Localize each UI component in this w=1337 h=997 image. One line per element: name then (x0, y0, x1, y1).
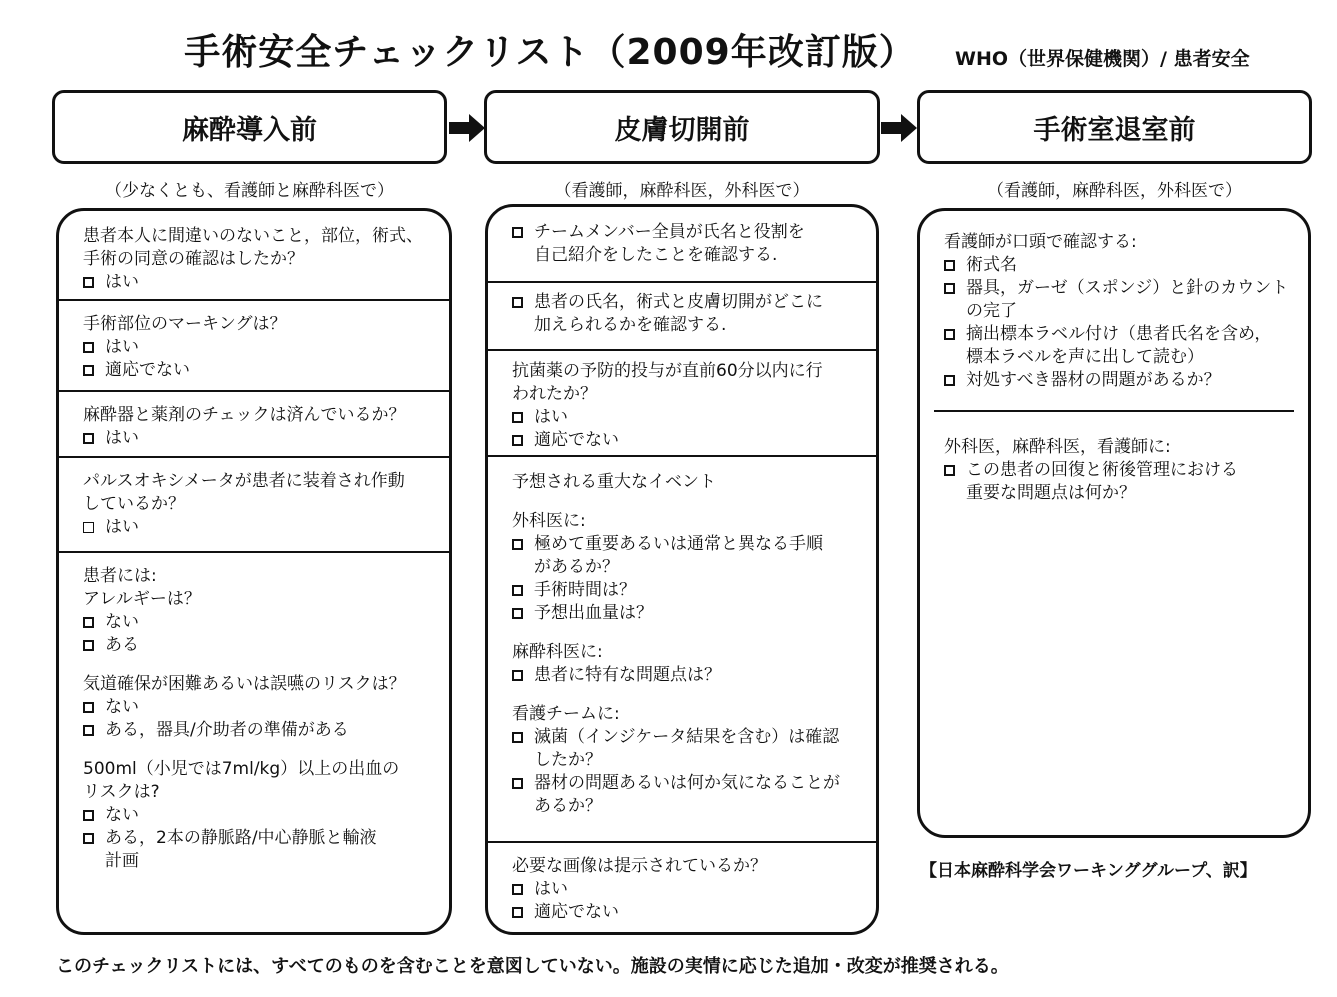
section-patient-confirmation (488, 281, 876, 349)
checkbox-icon[interactable] (512, 297, 523, 308)
checkbox-option[interactable]: 予想出血量は？ (512, 602, 850, 625)
checkbox-option[interactable]: はい (83, 336, 423, 359)
checkbox-icon[interactable] (83, 810, 94, 821)
section-patient-risks (59, 551, 449, 873)
checkbox-icon[interactable] (83, 702, 94, 713)
checkbox-option[interactable]: 器具，ガーゼ（スポンジ）と針のカウント の完了 (944, 277, 1282, 323)
section-recovery-concerns (920, 412, 1308, 505)
checkbox-icon[interactable] (512, 907, 523, 918)
checkbox-option[interactable]: ある (83, 634, 423, 657)
checkbox-icon[interactable] (512, 608, 523, 619)
question-text: 抗菌薬の予防的投与が直前60分以内に行 (512, 361, 823, 381)
organization-label: WHO（世界保健機関）/ 患者安全 (955, 48, 1250, 70)
question-text: 麻酔器と薬剤のチェックは済んでいるか？ (83, 405, 406, 425)
checkbox-option[interactable]: ある，器具/介助者の準備がある (83, 719, 423, 742)
checkbox-option[interactable]: 手術時間は？ (512, 579, 850, 602)
checkbox-option[interactable]: はい (512, 878, 850, 901)
checkbox-option[interactable]: 適応でない (83, 359, 423, 382)
section-heading: 予想される重大なイベント (512, 472, 716, 492)
section-nurse-verbal-confirmation (920, 211, 1308, 392)
checkbox-icon[interactable] (83, 365, 94, 376)
question-text: パルスオキシメータが患者に装着され作動 (83, 471, 405, 491)
checkbox-icon[interactable] (512, 732, 523, 743)
checkbox-icon[interactable] (944, 375, 955, 386)
question-text: 手術部位のマーキングは？ (83, 314, 287, 334)
question-text: 外科医に: (512, 511, 586, 531)
checkbox-icon[interactable] (83, 640, 94, 651)
question-text: 患者には: (83, 566, 157, 586)
checkbox-option[interactable]: ない (83, 611, 423, 634)
checkbox-option[interactable]: 患者に特有な問題点は？ (512, 664, 850, 687)
checkbox-option[interactable]: ある，2本の静脈路/中心静脈と輸液 計画 (83, 827, 423, 873)
checkbox-option[interactable]: チームメンバー全員が氏名と役割を 自己紹介をしたことを確認する. (512, 221, 850, 267)
arrow-right-icon (449, 114, 485, 142)
checkbox-option[interactable]: 適応でない (512, 901, 850, 924)
checkbox-icon[interactable] (512, 412, 523, 423)
question-text: リスクは? (83, 782, 160, 802)
checkbox-option[interactable]: ない (83, 696, 423, 719)
question-text: 手術の同意の確認はしたか？ (83, 249, 304, 269)
question-text: われたか？ (512, 384, 597, 404)
page-title: 手術安全チェックリスト（2009年改訂版） (184, 32, 916, 73)
checkbox-icon[interactable] (512, 227, 523, 238)
checkbox-option[interactable]: はい (83, 271, 423, 294)
checkbox-icon[interactable] (944, 260, 955, 271)
section-anesthesia-check (59, 390, 449, 456)
checkbox-option[interactable]: この患者の回復と術後管理における 重要な問題点は何か？ (944, 459, 1282, 505)
checkbox-icon[interactable] (83, 725, 94, 736)
question-text: 必要な画像は提示されているか？ (512, 856, 767, 876)
checkbox-option[interactable]: 滅菌（インジケータ結果を含む）は確認 したか？ (512, 726, 850, 772)
section-imaging (488, 841, 876, 924)
checkbox-icon[interactable] (512, 670, 523, 681)
checkbox-option[interactable]: はい (83, 516, 423, 539)
translation-credit: 【日本麻酔科学会ワーキンググループ、訳】 (920, 861, 1257, 881)
question-text: 外科医，麻酔科医，看護師に: (944, 437, 1171, 457)
checkbox-icon[interactable] (512, 539, 523, 550)
phase-participants: （少なくとも、看護師と麻酔科医で） (105, 181, 394, 201)
checkbox-icon[interactable] (944, 329, 955, 340)
phase-participants: （看護師，麻酔科医，外科医で） (987, 181, 1242, 201)
checkbox-option[interactable]: 術式名 (944, 254, 1282, 277)
checkbox-icon[interactable] (83, 277, 94, 288)
checklist-before-induction (56, 208, 452, 935)
question-text: 看護師が口頭で確認する: (944, 232, 1137, 252)
checkbox-option[interactable]: 患者の氏名，術式と皮膚切開がどこに 加えられるかを確認する. (512, 291, 850, 337)
section-critical-events (488, 455, 876, 841)
phase-header-before-incision: 皮膚切開前 (484, 90, 880, 164)
checkbox-option[interactable]: はい (512, 406, 850, 429)
checkbox-icon[interactable] (944, 465, 955, 476)
checkbox-icon[interactable] (83, 342, 94, 353)
checklist-before-incision (485, 204, 879, 935)
question-text: 麻酔科医に: (512, 642, 603, 662)
phase-participants: （看護師，麻酔科医，外科医で） (554, 181, 810, 201)
checkbox-option[interactable]: ない (83, 804, 423, 827)
phase-header-before-induction: 麻酔導入前 (52, 90, 447, 164)
question-text: アレルギーは？ (83, 589, 201, 609)
checkbox-option[interactable]: 器材の問題あるいは何か気になることが あるか？ (512, 772, 850, 818)
checkbox-icon[interactable] (512, 585, 523, 596)
section-antibiotic-prophylaxis (488, 349, 876, 455)
footer-note: このチェックリストには、すべてのものを含むことを意図していない。施設の実情に応じた追加・改変が推奨される。 (56, 956, 1009, 977)
question-text: 500ml（小児では7ml/kg）以上の出血の (83, 759, 400, 779)
section-patient-identity (59, 211, 449, 299)
section-site-marking (59, 299, 449, 390)
question-text: しているか？ (83, 494, 185, 514)
checkbox-icon[interactable] (512, 884, 523, 895)
checkbox-icon[interactable] (83, 522, 94, 533)
checkbox-icon[interactable] (512, 435, 523, 446)
checkbox-option[interactable]: 適応でない (512, 429, 850, 452)
question-text: 患者本人に間違いのないこと，部位，術式、 (83, 226, 423, 246)
question-text: 気道確保が困難あるいは誤嚥のリスクは？ (83, 674, 406, 694)
checkbox-icon[interactable] (83, 433, 94, 444)
phase-header-before-leaving: 手術室退室前 (917, 90, 1312, 164)
question-text: 看護チームに: (512, 704, 620, 724)
arrow-right-icon (881, 114, 917, 142)
section-pulse-oximeter (59, 456, 449, 551)
checkbox-icon[interactable] (944, 283, 955, 294)
checkbox-icon[interactable] (83, 833, 94, 844)
checklist-before-leaving (917, 208, 1311, 838)
checkbox-option[interactable]: 極めて重要あるいは通常と異なる手順 があるか？ (512, 533, 850, 579)
checkbox-option[interactable]: 対処すべき器材の問題があるか？ (944, 369, 1282, 392)
checkbox-icon[interactable] (83, 617, 94, 628)
checkbox-option[interactable]: 摘出標本ラベル付け（患者氏名を含め， 標本ラベルを声に出して読む） (944, 323, 1282, 369)
section-team-introduction (488, 207, 876, 281)
checkbox-option[interactable]: はい (83, 427, 423, 450)
checkbox-icon[interactable] (512, 778, 523, 789)
